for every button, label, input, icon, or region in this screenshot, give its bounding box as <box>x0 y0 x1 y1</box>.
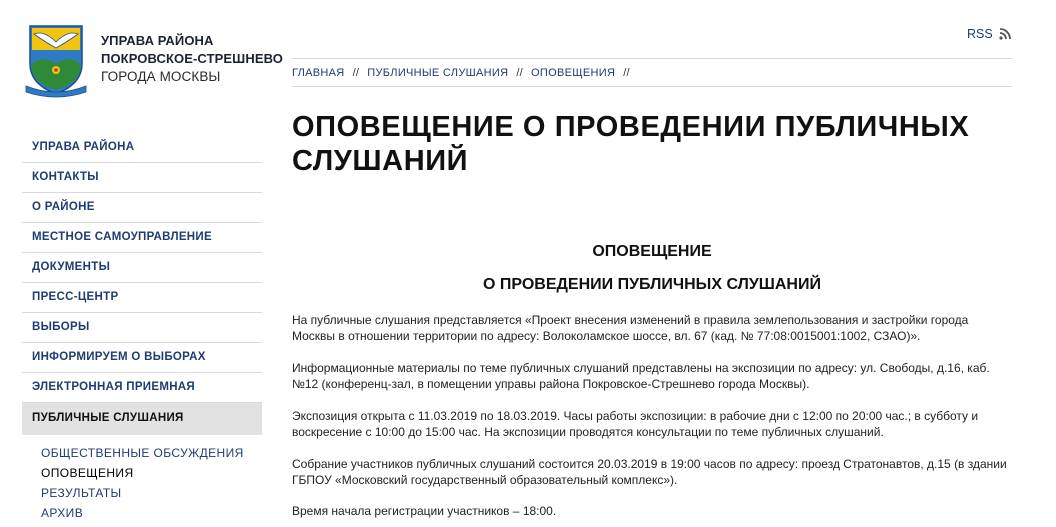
rss-icon <box>999 28 1011 40</box>
logo-line-3: ГОРОДА МОСКВЫ <box>101 69 221 84</box>
notice-paragraph: Экспозиция открыта с 11.03.2019 по 18.03.2019. Часы работы экспозиции: в рабочие дни с 12:00 по 20:00 час.; в субботу и воскресение с 10:00 до 15:00 час. На экспозиции проводятся консультации по теме публичных слушаний. <box>292 409 979 439</box>
rss-label: RSS <box>967 27 993 41</box>
sidebar-subitem-notifications[interactable]: ОПОВЕЩЕНИЯ <box>41 466 134 480</box>
sidebar-subitem-public-discussions[interactable]: ОБЩЕСТВЕННЫЕ ОБСУЖДЕНИЯ <box>41 446 244 460</box>
sidebar-item-press-center[interactable]: ПРЕСС-ЦЕНТР <box>22 283 262 313</box>
breadcrumb-public-hearings[interactable]: ПУБЛИЧНЫЕ СЛУШАНИЯ <box>367 66 509 79</box>
rss-link[interactable] <box>967 27 1011 41</box>
sidebar-subnav <box>22 435 262 523</box>
logo-line-2: ПОКРОВСКОЕ-СТРЕШНЕВО <box>101 51 283 66</box>
breadcrumb-separator: // <box>352 66 360 79</box>
sidebar-subitem-archive[interactable]: АРХИВ <box>41 506 84 520</box>
breadcrumb <box>292 58 1012 87</box>
page-title: ОПОВЕЩЕНИЕ О ПРОВЕДЕНИИ ПУБЛИЧНЫХ СЛУШАНИЙ <box>292 111 970 177</box>
notice-paragraph: Информационные материалы по теме публичных слушаний представлены на экспозиции по адресу: ул. Свободы, д.16, каб. №12 (конференц-зал, в помещении управы района Покровское-Стрешнево города Москвы). <box>292 361 990 391</box>
breadcrumb-separator: // <box>516 66 524 79</box>
sidebar-item-uprava[interactable]: УПРАВА РАЙОНА <box>22 133 262 163</box>
sidebar-item-local-government[interactable]: МЕСТНОЕ САМОУПРАВЛЕНИЕ <box>22 223 262 253</box>
sidebar-item-elections[interactable]: ВЫБОРЫ <box>22 313 262 343</box>
notice-heading: ОПОВЕЩЕНИЕ <box>592 243 712 260</box>
district-emblem-icon <box>24 20 88 98</box>
breadcrumb-notifications[interactable]: ОПОВЕЩЕНИЯ <box>531 66 616 79</box>
sidebar-subitem-results[interactable]: РЕЗУЛЬТАТЫ <box>41 486 122 500</box>
notice-subheading: О ПРОВЕДЕНИИ ПУБЛИЧНЫХ СЛУШАНИЙ <box>483 276 821 293</box>
notice-paragraph: На публичные слушания представляется «Проект внесения изменений в правила землепользования и застройки города Москвы в отношении территории по адресу: Волоколамское шоссе, вл. 67 (кад. № 77:08:0015001:1002, СЗАО)». <box>292 313 969 343</box>
notice-paragraph: Время начала регистрации участников – 18:00. <box>292 504 557 518</box>
notice-paragraph: Собрание участников публичных слушаний состоится 20.03.2019 в 19:00 часов по адресу: проезд Стратонавтов, д.15 (в здании ГБПОУ «Московский государственный образовательный комплекс»). <box>292 457 1007 487</box>
sidebar-item-election-info[interactable]: ИНФОРМИРУЕМ О ВЫБОРАХ <box>22 343 262 373</box>
sidebar-item-documents[interactable]: ДОКУМЕНТЫ <box>22 253 262 283</box>
logo-line-1: УПРАВА РАЙОНА <box>101 33 214 48</box>
sidebar-item-contacts[interactable]: КОНТАКТЫ <box>22 163 262 193</box>
breadcrumb-home[interactable]: ГЛАВНАЯ <box>292 66 345 79</box>
sidebar-item-e-reception[interactable]: ЭЛЕКТРОННАЯ ПРИЕМНАЯ <box>22 373 262 403</box>
sidebar-item-public-hearings[interactable]: ПУБЛИЧНЫЕ СЛУШАНИЯ <box>22 403 262 435</box>
sidebar-nav <box>22 133 262 523</box>
breadcrumb-separator: // <box>623 66 630 79</box>
sidebar-item-about-district[interactable]: О РАЙОНЕ <box>22 193 262 223</box>
site-logo[interactable] <box>24 20 284 100</box>
